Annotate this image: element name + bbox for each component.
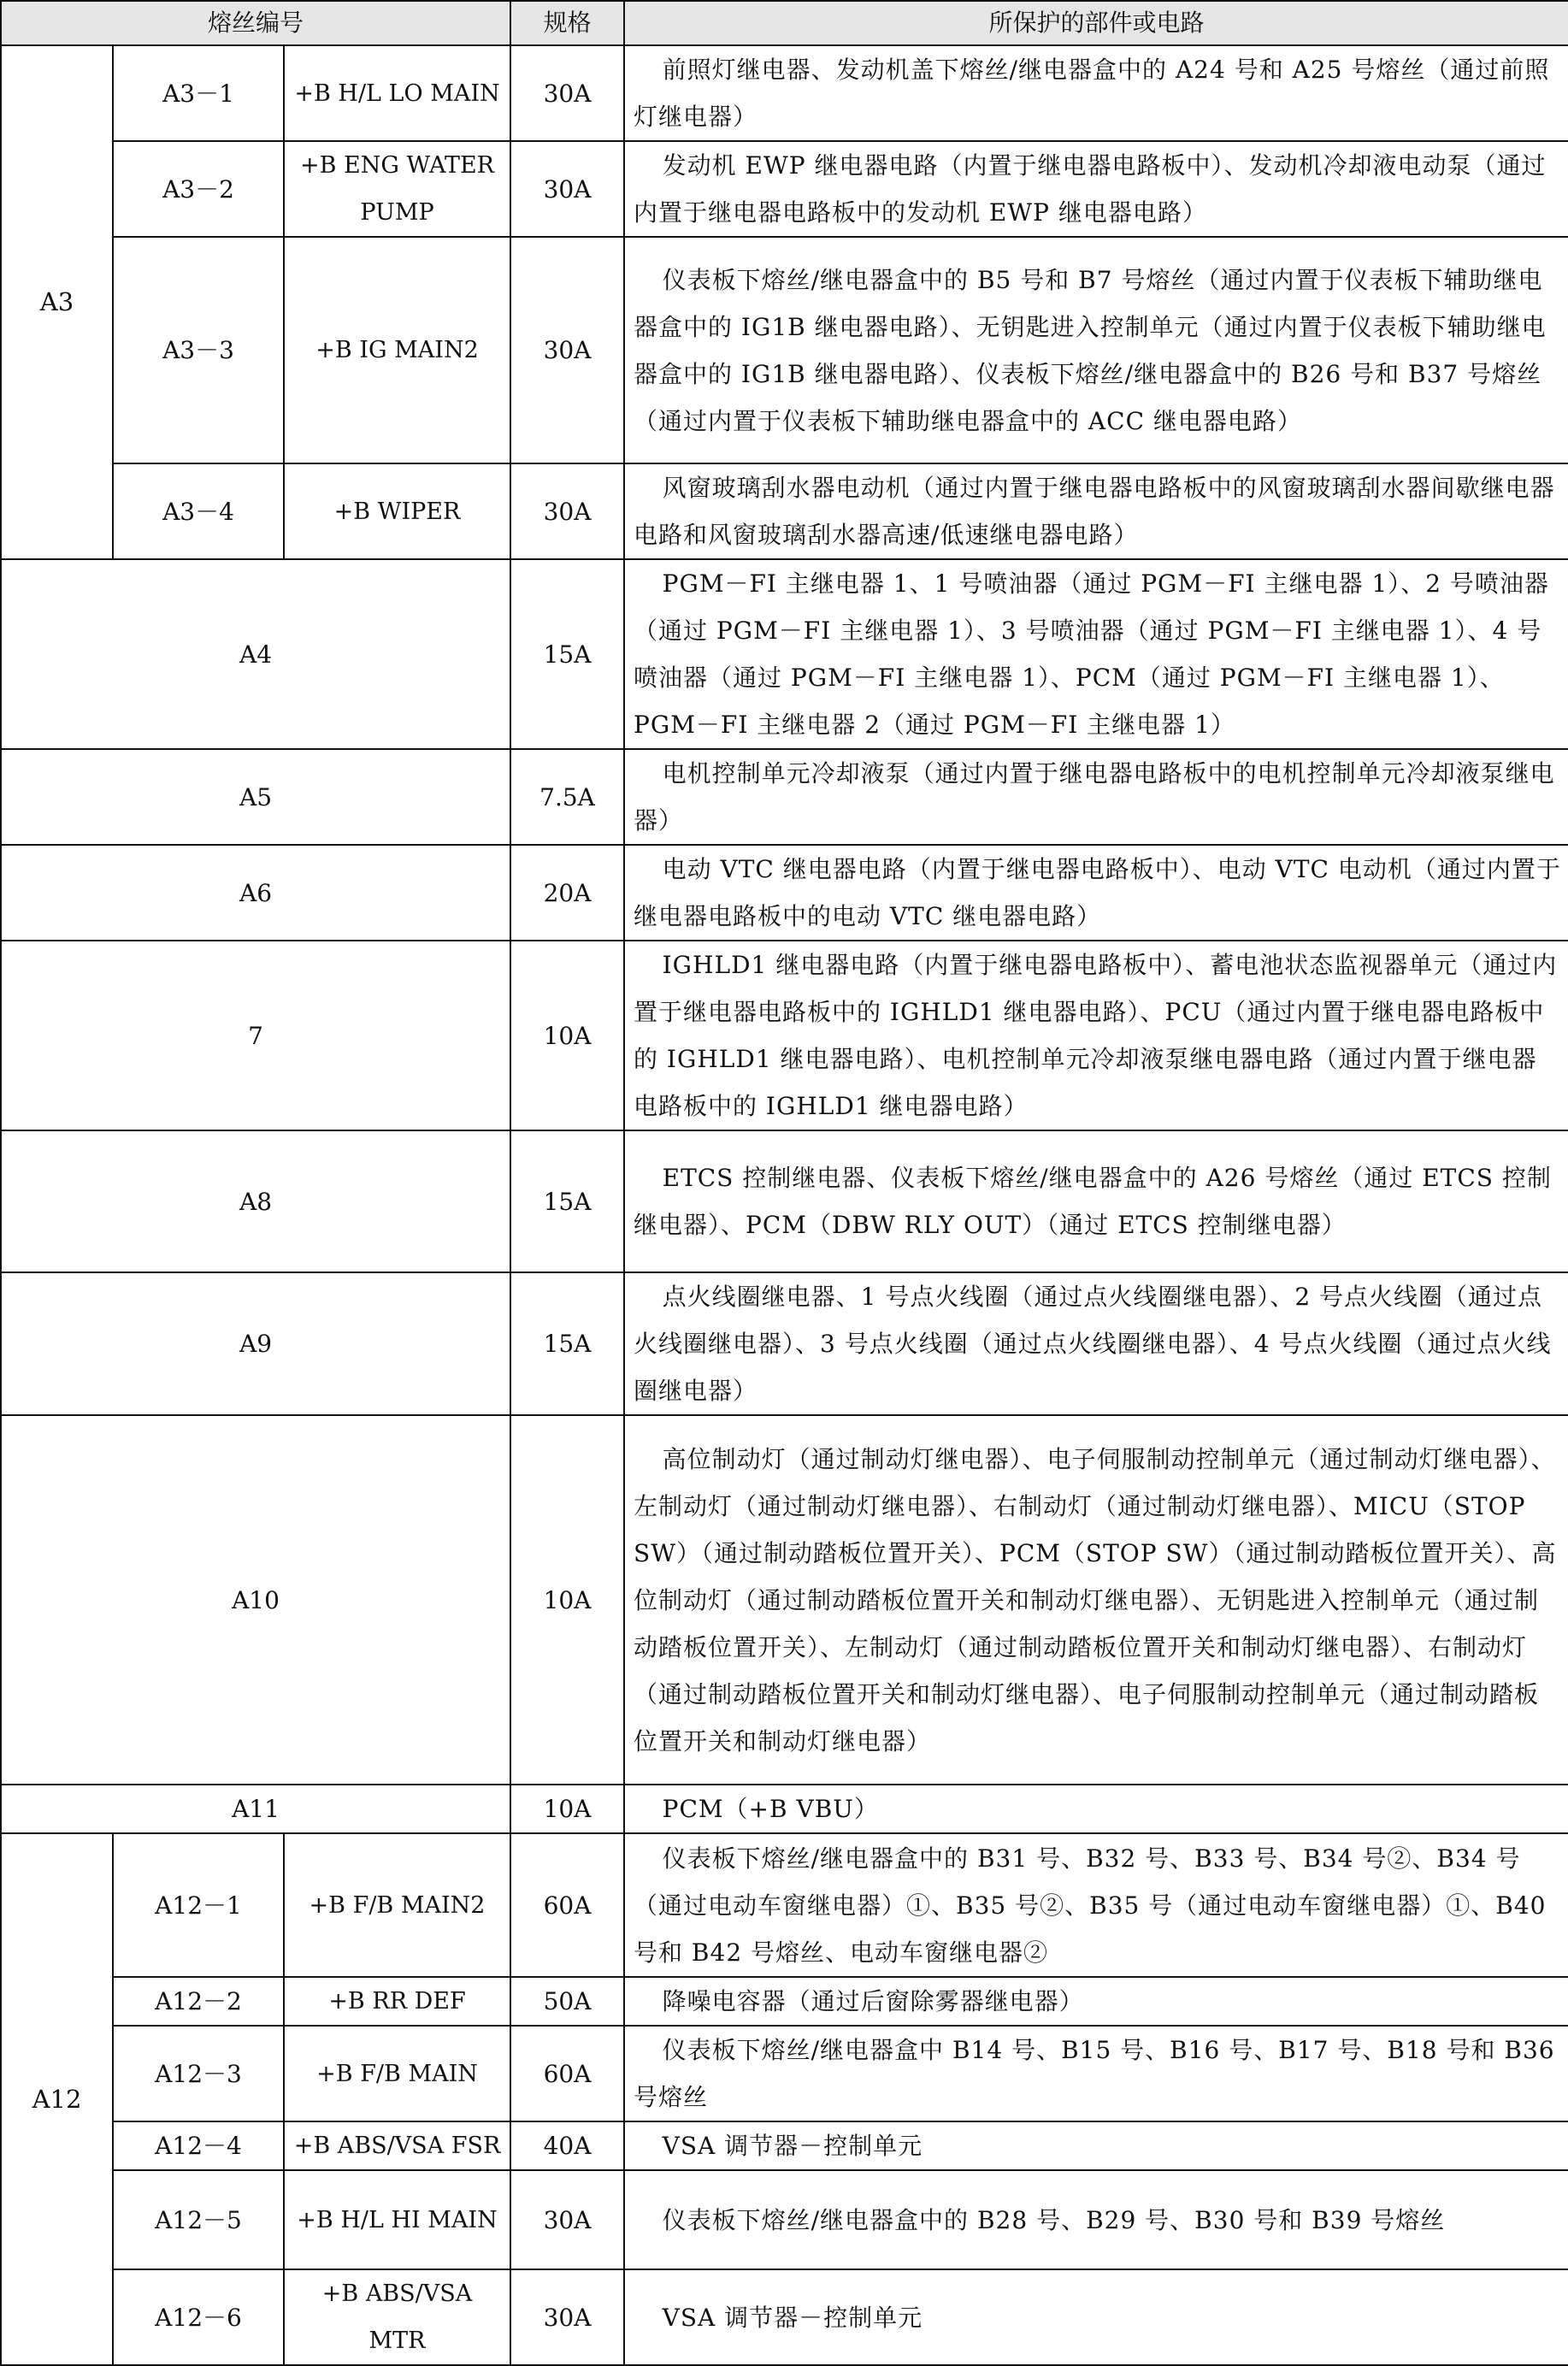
fuse-description: 发动机 EWP 继电器电路（内置于继电器电路板中）、发动机冷却液电动泵（通过内置于继电器电路板中的发动机 EWP 继电器电路） xyxy=(624,141,1568,237)
fuse-spec: 10A xyxy=(510,1785,624,1833)
table-row xyxy=(1,1977,1568,2026)
table-row xyxy=(1,1415,1568,1785)
fuse-circuit: +B F/B MAIN2 xyxy=(284,1833,510,1977)
fuse-circuit: +B F/B MAIN xyxy=(284,2026,510,2121)
fuse-id: A3－4 xyxy=(113,463,284,559)
fuse-description: 仪表板下熔丝/继电器盒中的 B5 号和 B7 号熔丝（通过内置于仪表板下辅助继电器盒中的 IG1B 继电器电路）、无钥匙进入控制单元（通过内置于仪表板下辅助继电器盒中的 IG1B 继电器电路）、仪表板下熔丝/继电器盒中的 B26 号和 B37 号熔丝（通过内置于仪表板下辅助继电器盒中的 ACC 继电器电路） xyxy=(624,237,1568,463)
fuse-circuit: +B H/L LO MAIN xyxy=(284,45,510,141)
fuse-description: 降噪电容器（通过后窗除雾器继电器） xyxy=(624,1977,1568,2026)
group-label-a3: A3 xyxy=(1,45,113,559)
fuse-id: A4 xyxy=(1,559,510,749)
table-row xyxy=(1,1833,1568,1977)
fuse-description: VSA 调节器－控制单元 xyxy=(624,2269,1568,2365)
fuse-description: PCM（+B VBU） xyxy=(624,1785,1568,1833)
table-row xyxy=(1,749,1568,845)
table-row xyxy=(1,237,1568,463)
fuse-description: 风窗玻璃刮水器电动机（通过内置于继电器电路板中的风窗玻璃刮水器间歇继电器电路和风窗玻璃刮水器高速/低速继电器电路） xyxy=(624,463,1568,559)
fuse-description: ETCS 控制继电器、仪表板下熔丝/继电器盒中的 A26 号熔丝（通过 ETCS 控制继电器）、PCM（DBW RLY OUT）（通过 ETCS 控制继电器） xyxy=(624,1130,1568,1272)
fuse-circuit: +B ABS/VSA FSR xyxy=(284,2121,510,2170)
fuse-description: 电机控制单元冷却液泵（通过内置于继电器电路板中的电机控制单元冷却液泵继电器） xyxy=(624,749,1568,845)
table-row xyxy=(1,2026,1568,2121)
fuse-id: A6 xyxy=(1,845,510,941)
fuse-spec: 40A xyxy=(510,2121,624,2170)
table-row xyxy=(1,2269,1568,2365)
fuse-spec: 10A xyxy=(510,941,624,1130)
table-row xyxy=(1,2170,1568,2269)
fuse-spec: 7.5A xyxy=(510,749,624,845)
table-row xyxy=(1,141,1568,237)
fuse-spec: 30A xyxy=(510,237,624,463)
fuse-description: 仪表板下熔丝/继电器盒中 B14 号、B15 号、B16 号、B17 号、B18 号和 B36 号熔丝 xyxy=(624,2026,1568,2121)
fuse-description: 前照灯继电器、发动机盖下熔丝/继电器盒中的 A24 号和 A25 号熔丝（通过前照灯继电器） xyxy=(624,45,1568,141)
fuse-spec: 30A xyxy=(510,2170,624,2269)
fuse-id: A12－3 xyxy=(113,2026,284,2121)
fuse-spec: 15A xyxy=(510,1130,624,1272)
fuse-id: A11 xyxy=(1,1785,510,1833)
fuse-circuit: +B RR DEF xyxy=(284,1977,510,2026)
fuse-description: PGM－FI 主继电器 1、1 号喷油器（通过 PGM－FI 主继电器 1）、2 号喷油器（通过 PGM－FI 主继电器 1）、3 号喷油器（通过 PGM－FI 主继电器 1）、4 号喷油器（通过 PGM－FI 主继电器 1）、PCM（通过 PGM－FI 主继电器 1）、PGM－FI 主继电器 2（通过 PGM－FI 主继电器 1） xyxy=(624,559,1568,749)
fuse-circuit: +B H/L HI MAIN xyxy=(284,2170,510,2269)
fuse-spec: 30A xyxy=(510,463,624,559)
fuse-spec: 30A xyxy=(510,141,624,237)
header-fuse-number: 熔丝编号 xyxy=(1,1,510,45)
fuse-spec: 20A xyxy=(510,845,624,941)
fuse-circuit: +B ENG WATER PUMP xyxy=(284,141,510,237)
table-row xyxy=(1,2121,1568,2170)
fuse-description: 电动 VTC 继电器电路（内置于继电器电路板中）、电动 VTC 电动机（通过内置于继电器电路板中的电动 VTC 继电器电路） xyxy=(624,845,1568,941)
table-row xyxy=(1,463,1568,559)
fuse-spec: 10A xyxy=(510,1415,624,1785)
fuse-id: A3－1 xyxy=(113,45,284,141)
fuse-id: A12－2 xyxy=(113,1977,284,2026)
fuse-description: 仪表板下熔丝/继电器盒中的 B31 号、B32 号、B33 号、B34 号②、B34 号（通过电动车窗继电器）①、B35 号②、B35 号（通过电动车窗继电器）①、B40 号和 B42 号熔丝、电动车窗继电器② xyxy=(624,1833,1568,1977)
fuse-description: VSA 调节器－控制单元 xyxy=(624,2121,1568,2170)
table-row xyxy=(1,559,1568,749)
fuse-spec: 60A xyxy=(510,2026,624,2121)
fuse-description: IGHLD1 继电器电路（内置于继电器电路板中）、蓄电池状态监视器单元（通过内置于继电器电路板中的 IGHLD1 继电器电路）、PCU（通过内置于继电器电路板中的 IGHLD1 继电器电路）、电机控制单元冷却液泵继电器电路（通过内置于继电器电路板中的 IGHLD1 继电器电路） xyxy=(624,941,1568,1130)
header-spec: 规格 xyxy=(510,1,624,45)
table-row xyxy=(1,941,1568,1130)
fuse-id: 7 xyxy=(1,941,510,1130)
fuse-spec: 15A xyxy=(510,1272,624,1415)
fuse-id: A12－1 xyxy=(113,1833,284,1977)
table-row xyxy=(1,1785,1568,1833)
fuse-spec: 30A xyxy=(510,45,624,141)
fuse-spec: 50A xyxy=(510,1977,624,2026)
table-row xyxy=(1,1130,1568,1272)
fuse-circuit: +B ABS/VSA MTR xyxy=(284,2269,510,2365)
group-label-a12: A12 xyxy=(1,1833,113,2365)
header-protected-parts: 所保护的部件或电路 xyxy=(624,1,1568,45)
fuse-spec: 15A xyxy=(510,559,624,749)
fuse-id: A12－4 xyxy=(113,2121,284,2170)
fuse-id: A9 xyxy=(1,1272,510,1415)
fuse-id: A5 xyxy=(1,749,510,845)
fuse-description: 仪表板下熔丝/继电器盒中的 B28 号、B29 号、B30 号和 B39 号熔丝 xyxy=(624,2170,1568,2269)
table-row xyxy=(1,845,1568,941)
fuse-id: A12－5 xyxy=(113,2170,284,2269)
fuse-description: 高位制动灯（通过制动灯继电器）、电子伺服制动控制单元（通过制动灯继电器）、左制动灯（通过制动灯继电器）、右制动灯（通过制动灯继电器）、MICU（STOP SW）（通过制动踏板位置开关）、PCM（STOP SW）（通过制动踏板位置开关）、高位制动灯（通过制动踏板位置开关和制动灯继电器）、无钥匙进入控制单元（通过制动踏板位置开关）、左制动灯（通过制动踏板位置开关和制动灯继电器）、右制动灯（通过制动踏板位置开关和制动灯继电器）、电子伺服制动控制单元（通过制动踏板位置开关和制动灯继电器） xyxy=(624,1415,1568,1785)
fuse-description: 点火线圈继电器、1 号点火线圈（通过点火线圈继电器）、2 号点火线圈（通过点火线圈继电器）、3 号点火线圈（通过点火线圈继电器）、4 号点火线圈（通过点火线圈继电器） xyxy=(624,1272,1568,1415)
fuse-id: A10 xyxy=(1,1415,510,1785)
table-row xyxy=(1,45,1568,141)
fuse-circuit: +B IG MAIN2 xyxy=(284,237,510,463)
table-row xyxy=(1,1272,1568,1415)
fuse-id: A12－6 xyxy=(113,2269,284,2365)
fuse-id: A3－2 xyxy=(113,141,284,237)
fuse-id: A3－3 xyxy=(113,237,284,463)
fuse-spec: 60A xyxy=(510,1833,624,1977)
table-header-row xyxy=(1,1,1568,45)
fuse-id: A8 xyxy=(1,1130,510,1272)
fuse-circuit: +B WIPER xyxy=(284,463,510,559)
fuse-spec: 30A xyxy=(510,2269,624,2365)
